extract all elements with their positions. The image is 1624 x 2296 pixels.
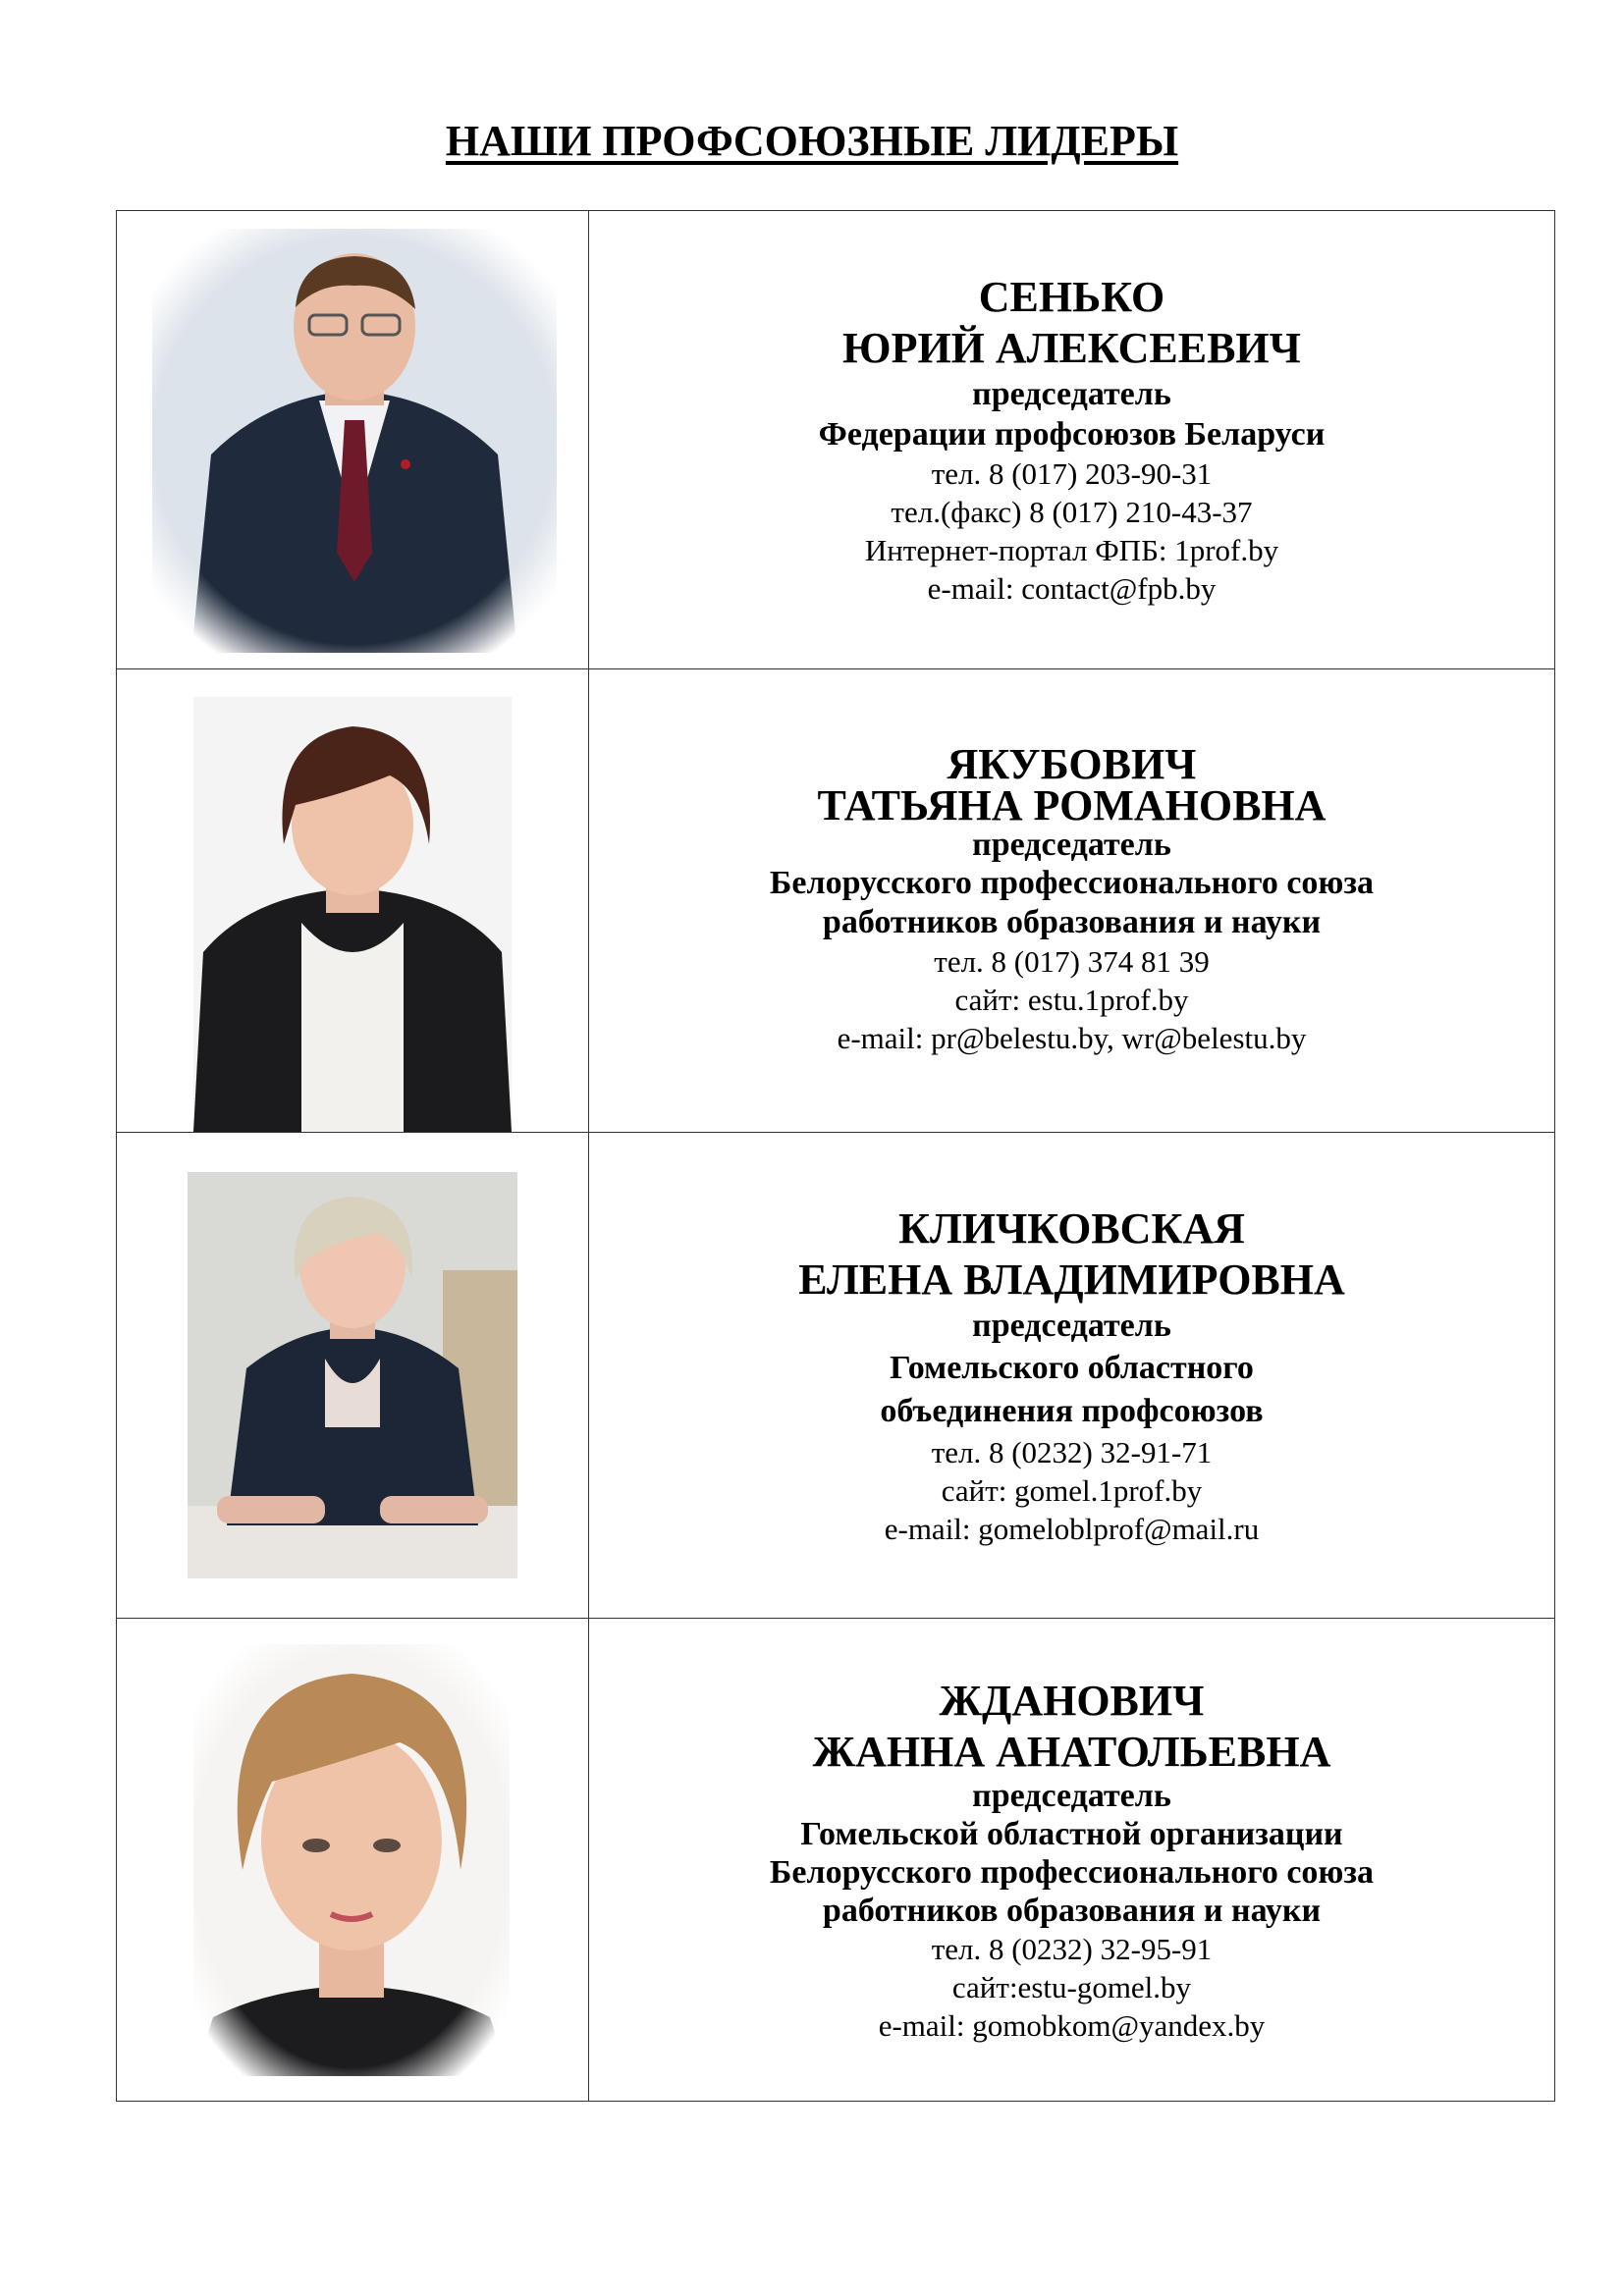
leader-photo bbox=[188, 1172, 517, 1578]
leader-email[interactable]: e-mail: contact@fpb.by bbox=[927, 571, 1217, 606]
leader-surname: СЕНЬКО bbox=[978, 273, 1165, 321]
leader-photo bbox=[193, 1644, 510, 2076]
table-row bbox=[117, 211, 1555, 669]
leader-given-names: ТАТЬЯНА РОМАНОВНА bbox=[817, 781, 1326, 829]
leader-website[interactable]: сайт: estu.1prof.by bbox=[954, 983, 1189, 1017]
table-row bbox=[117, 669, 1555, 1133]
leader-role: председатель bbox=[972, 376, 1171, 412]
leader-organization: работников образования и науки bbox=[822, 904, 1322, 940]
leader-role: председатель bbox=[972, 827, 1171, 863]
leader-photo bbox=[193, 697, 512, 1132]
info-cell bbox=[589, 1619, 1555, 2102]
leader-email[interactable]: e-mail: pr@belestu.by, wr@belestu.by bbox=[837, 1021, 1307, 1055]
leader-role: председатель bbox=[972, 1777, 1171, 1814]
leader-website[interactable]: сайт:estu-gomel.by bbox=[951, 1969, 1192, 2004]
leader-phone: тел. 8 (017) 374 81 39 bbox=[934, 944, 1210, 979]
leader-surname: ЖДАНОВИЧ bbox=[939, 1676, 1205, 1725]
leader-given-names: ЖАННА АНАТОЛЬЕВНА bbox=[812, 1727, 1331, 1776]
leader-phone: тел. 8 (017) 203-90-31 bbox=[931, 456, 1213, 491]
leader-surname: ЯКУБОВИЧ bbox=[947, 740, 1197, 788]
info-cell bbox=[589, 669, 1555, 1133]
leader-phone: тел. 8 (0232) 32-95-91 bbox=[931, 1931, 1213, 1966]
leader-organization: Гомельского областного bbox=[890, 1349, 1254, 1386]
leaders-table bbox=[116, 210, 1555, 2102]
leader-surname: КЛИЧКОВСКАЯ bbox=[898, 1203, 1245, 1253]
leader-organization: Гомельской областной организации bbox=[800, 1815, 1343, 1852]
leader-given-names: ЕЛЕНА ВЛАДИМИРОВНА bbox=[798, 1255, 1345, 1304]
leader-organization: Федерации профсоюзов Беларуси bbox=[818, 416, 1326, 453]
leader-website[interactable]: Интернет-портал ФПБ: 1prof.by bbox=[864, 533, 1279, 567]
info-cell bbox=[589, 1133, 1555, 1619]
leader-given-names: ЮРИЙ АЛЕКСЕЕВИЧ bbox=[842, 324, 1301, 372]
leader-organization: Белорусского профессионального союза bbox=[769, 1853, 1375, 1891]
leader-email[interactable]: e-mail: gomobkom@yandex.by bbox=[878, 2007, 1266, 2043]
leader-organization: работников образования и науки bbox=[822, 1892, 1322, 1929]
leader-organization: Белорусского профессионального союза bbox=[769, 865, 1375, 901]
photo-cell bbox=[117, 211, 589, 669]
leader-role: председатель bbox=[972, 1307, 1171, 1344]
photo-cell bbox=[117, 669, 589, 1133]
table-row bbox=[117, 1133, 1555, 1619]
leader-photo bbox=[152, 229, 557, 653]
leader-fax: тел.(факс) 8 (017) 210-43-37 bbox=[891, 495, 1253, 529]
page-title: НАШИ ПРОФСОЮЗНЫЕ ЛИДЕРЫ bbox=[445, 117, 1179, 165]
info-cell bbox=[589, 211, 1555, 669]
leader-email[interactable]: e-mail: gomeloblprof@mail.ru bbox=[884, 1511, 1260, 1546]
table-row bbox=[117, 1619, 1555, 2102]
photo-cell bbox=[117, 1619, 589, 2102]
leader-website[interactable]: сайт: gomel.1prof.by bbox=[941, 1472, 1203, 1508]
leader-organization: объединения профсоюзов bbox=[880, 1392, 1264, 1429]
leader-phone: тел. 8 (0232) 32-91-71 bbox=[931, 1434, 1213, 1469]
photo-cell bbox=[117, 1133, 589, 1619]
